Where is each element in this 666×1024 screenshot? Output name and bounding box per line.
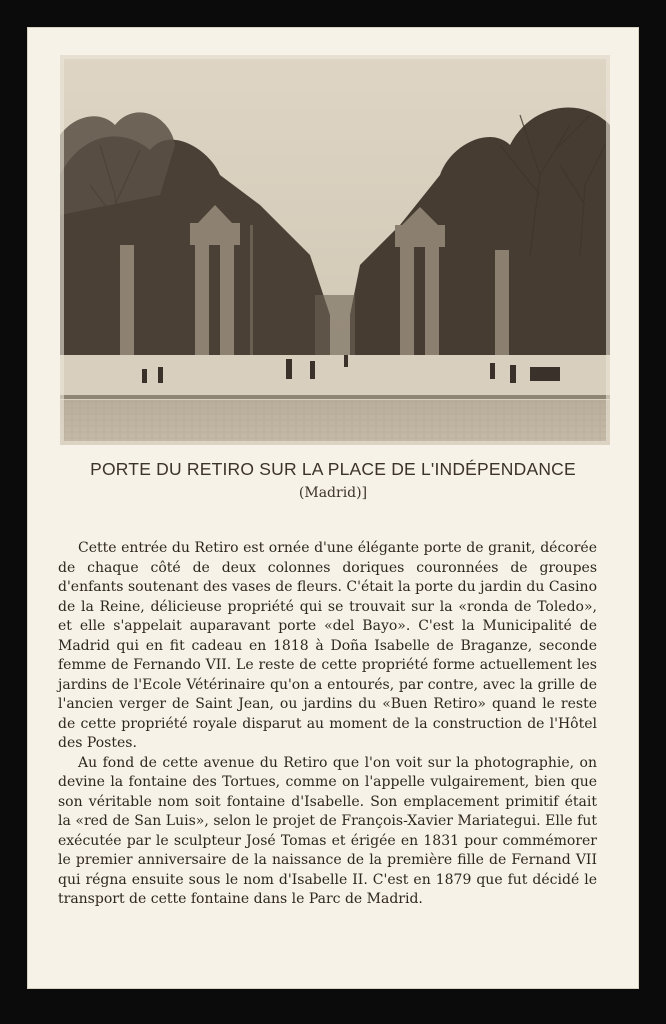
description-text bbox=[58, 539, 597, 910]
retiro-gate-photograph bbox=[60, 55, 610, 445]
description-paragraph: Cette entrée du Retiro est ornée d'une élégante porte de granit, décorée de chaque côté de deux colonnes doriques couronnées de groupes d'enfants soutenant des vases de fleurs. C'était la porte du jardin du Casino de la Reine, délicieuse propriété qui se trouvait sur la «ronda de Toledo», et elle s'appelait auparavant porte «del Bayo». C'est la Municipalité de Madrid qui en fit cadeau en 1818 à Doña Isabelle de Braganze, seconde femme de Fernando VII. Le reste de cette propriété forme actuellement les jardins de l'Ecole Vétérinaire qu'on a entourés, par contre, avec la grille de l'ancien verger de Saint Jean, ou jardins du «Buen Retiro» quand le reste de cette propriété royale disparut au moment de la construction de l'Hôtel des Postes. bbox=[58, 540, 597, 751]
card-title: PORTE DU RETIRO SUR LA PLACE DE L'INDÉPENDANCE bbox=[90, 459, 576, 479]
postcard bbox=[27, 27, 639, 989]
card-subtitle: (Madrid)] bbox=[298, 485, 368, 501]
description-paragraph: Au fond de cette avenue du Retiro que l'on voit sur la photographie, on devine la fontaine des Tortues, comme on l'appelle vulgairement, bien que son véritable nom soit fontaine d'Isabelle. Son emplacement primitif était la «red de San Luis», selon le projet de François-Xavier Mariategui. Elle fut exécutée par le sculpteur José Tomas et érigée en 1831 pour commémorer le premier anniversaire de la naissance de la première fille de Fernand VII qui régna ensuite sous le nom d'Isabelle II. C'est en 1879 que fut décidé le transport de cette fontaine dans le Parc de Madrid. bbox=[58, 754, 597, 907]
